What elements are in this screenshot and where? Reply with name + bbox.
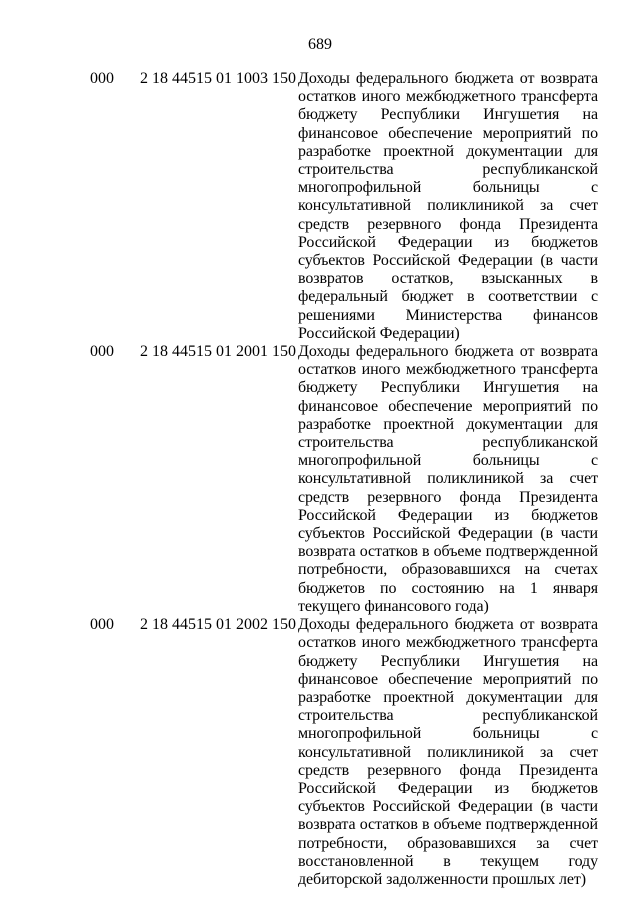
table-row [0,616,640,889]
income-description: Доходы федерального бюджета от возврата остатков иного межбюджетного трансферта бюджету Республики Ингушетия на финансовое обеспечение мероприятий по разработке проектной документации для строительства республиканской многопрофильной больницы с консультативной поликлиникой за счет средств резервного фонда Президента Российской Федерации из бюджетов субъектов Российской Федерации (в части возвратов остатков, взысканных в федеральный бюджет в соответствии с решениями Министерства финансов Российской Федерации) [298,70,598,342]
income-description: Доходы федерального бюджета от возврата остатков иного межбюджетного трансферта бюджету Республики Ингушетия на финансовое обеспечение мероприятий по разработке проектной документации для строительства республиканской многопрофильной больницы с консультативной поликлиникой за счет средств резервного фонда Президента Российской Федерации из бюджетов субъектов Российской Федерации (в части возврата остатков в объеме подтвержденной потребности, образовавшихся на счетах бюджетов по состоянию на 1 января текущего финансового года) [298,343,598,615]
budget-classification-code: 2 18 44515 01 2002 150 [140,616,296,634]
table-row [0,70,640,343]
budget-classification-code: 2 18 44515 01 2001 150 [140,343,296,361]
admin-code: 000 [90,343,114,361]
budget-classification-code: 2 18 44515 01 1003 150 [140,70,296,87]
table-row [0,343,640,616]
income-description: Доходы федерального бюджета от возврата остатков иного межбюджетного трансферта бюджету Республики Ингушетия на финансовое обеспечение мероприятий по разработке проектной документации для строительства республиканской многопрофильной больницы с консультативной поликлиникой за счет средств резервного фонда Президента Российской Федерации из бюджетов субъектов Российской Федерации (в части возврата остатков в объеме подтвержденной потребности, образовавшихся за счет восстановленной в текущем году дебиторской задолженности прошлых лет) [298,616,598,888]
admin-code: 000 [90,616,114,634]
admin-code: 000 [90,70,114,87]
page-number: 689 [308,36,332,53]
code-table [0,70,640,889]
